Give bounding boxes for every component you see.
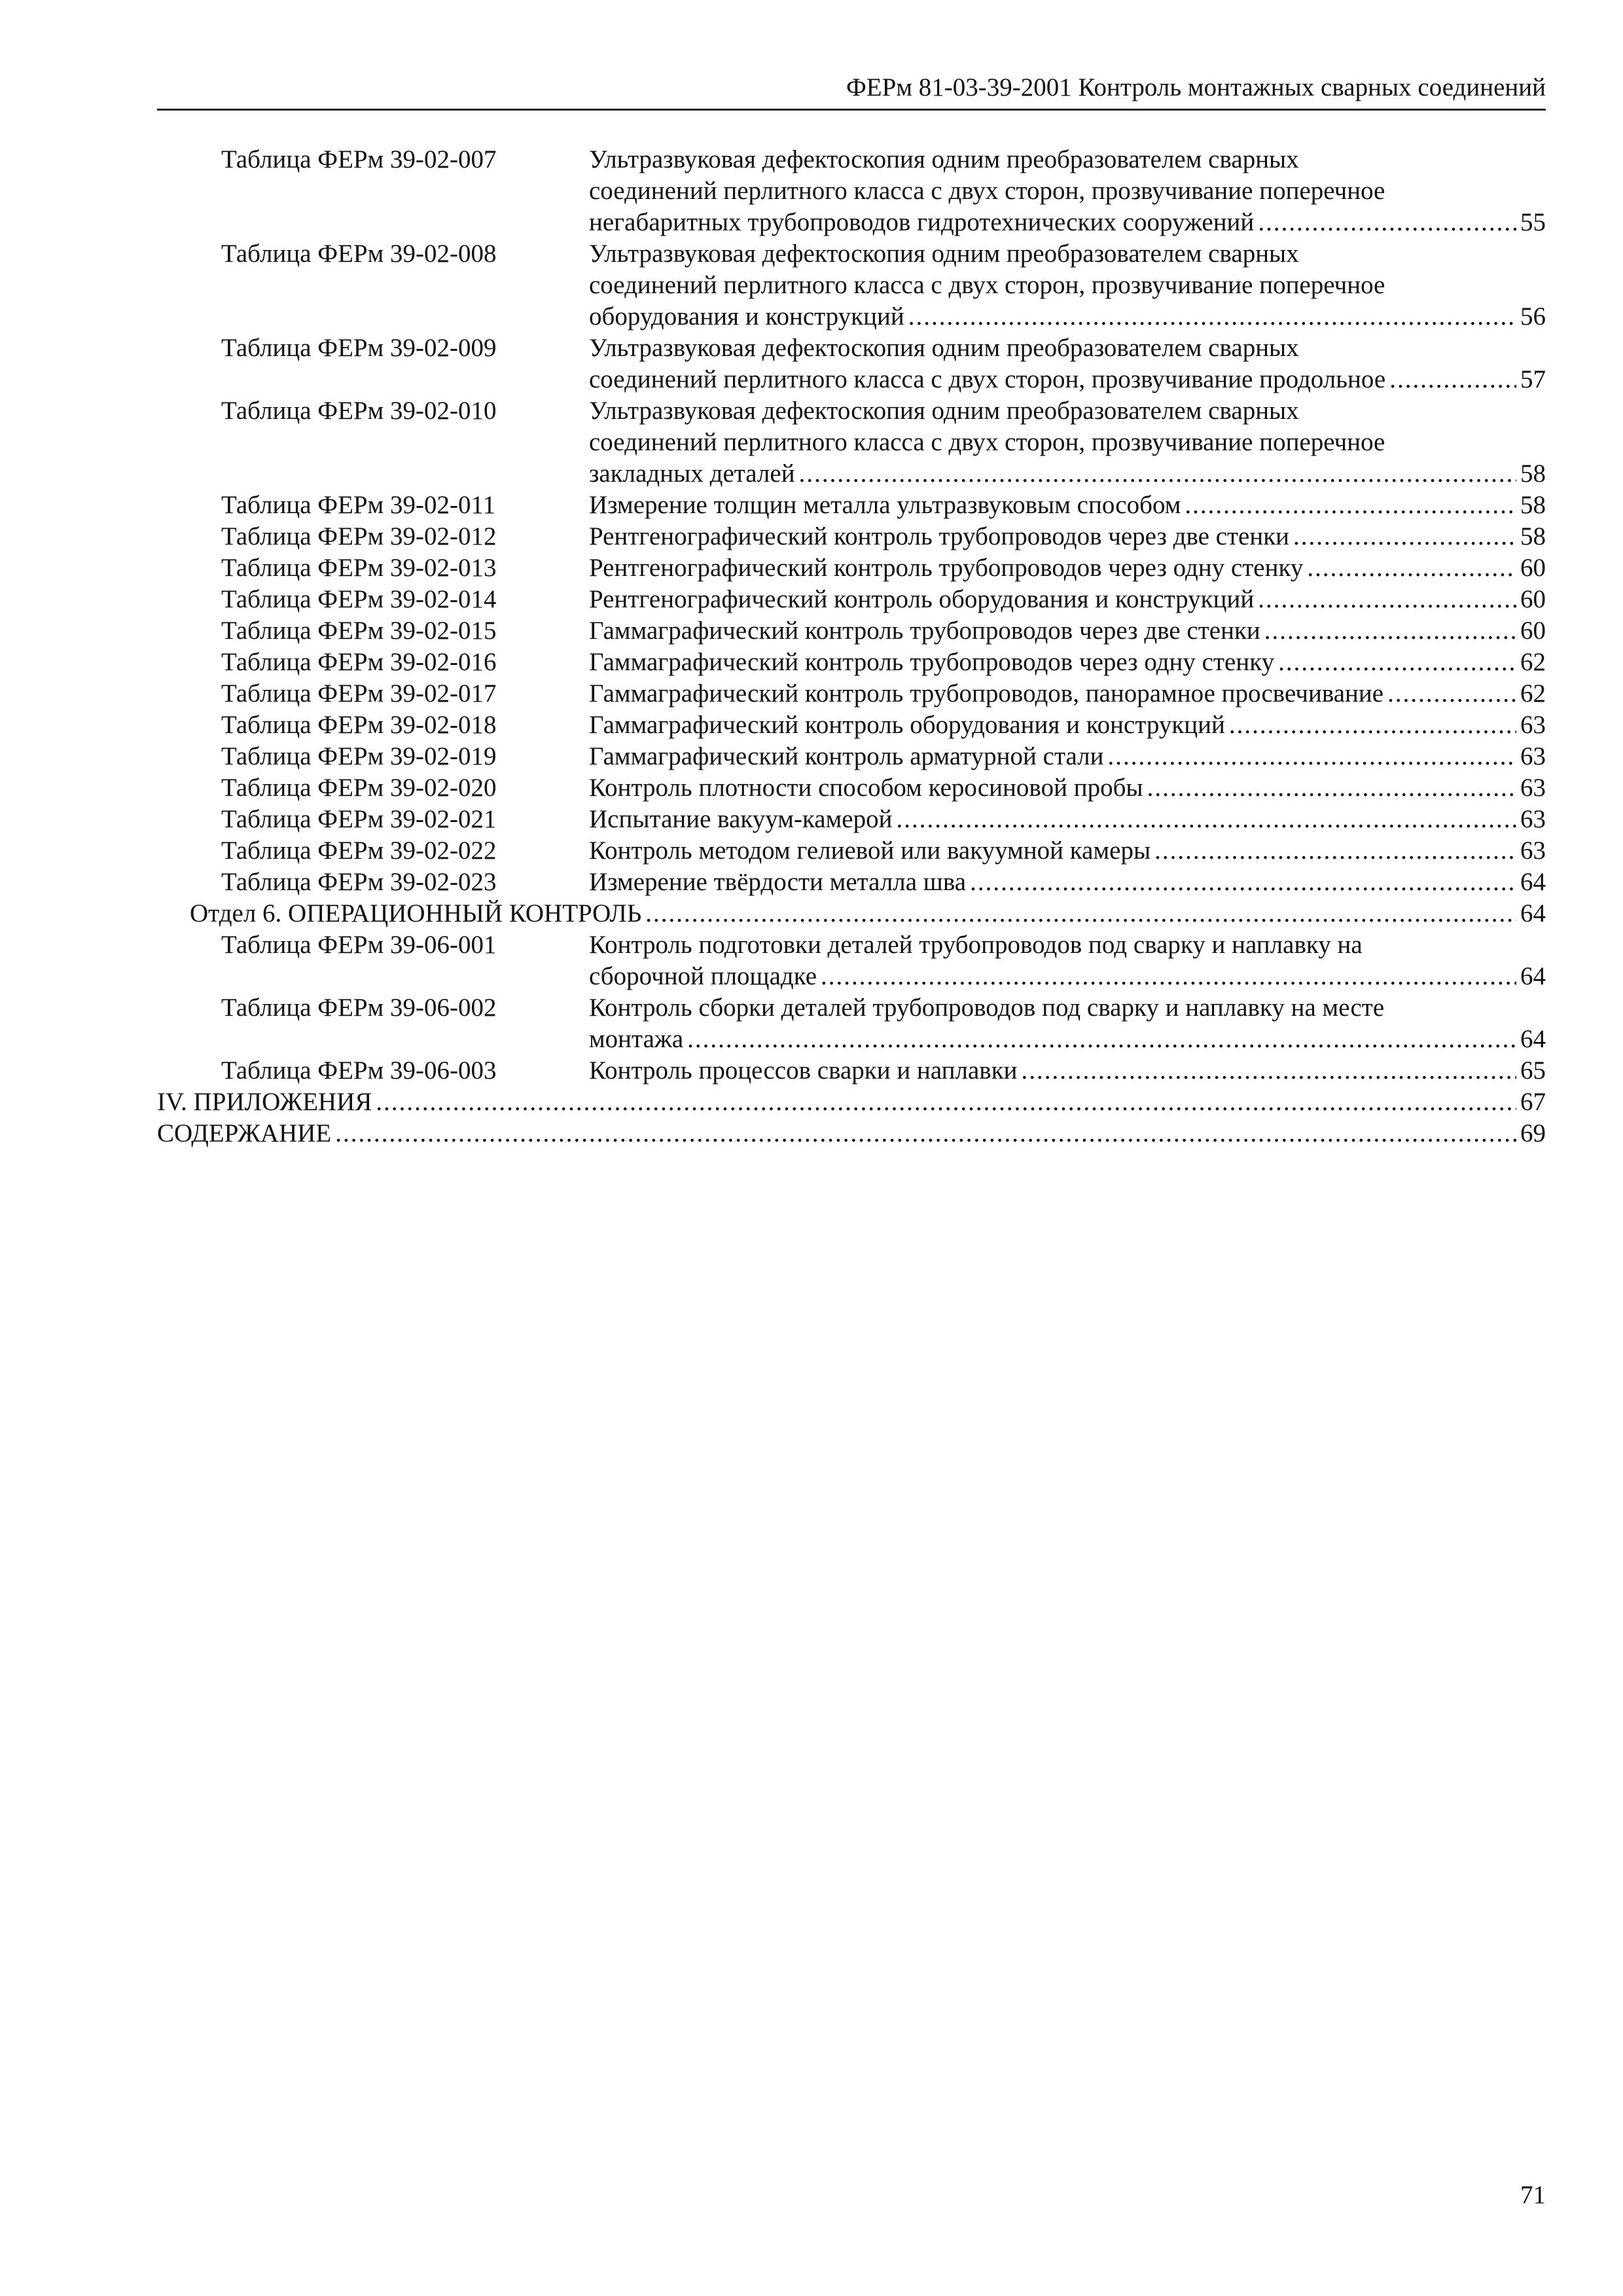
toc-entry-title: Рентгенографический контроль трубопроводов через две стенки xyxy=(589,522,1290,550)
toc-entry-description xyxy=(589,521,1546,552)
toc-entry-line[interactable] xyxy=(589,1055,1546,1086)
toc-appendices-line[interactable] xyxy=(157,1086,1546,1118)
toc-entry-page: 63 xyxy=(1520,711,1546,739)
toc-entry-page: 63 xyxy=(1520,742,1546,770)
toc-entry-title: Рентгенографический контроль трубопроводов через одну стенку xyxy=(589,554,1304,582)
toc-entry-code: Таблица ФЕРм 39-02-019 xyxy=(221,742,497,770)
toc-entry-title: Гаммаграфический контроль арматурной стали xyxy=(589,742,1104,770)
toc-entry-code: Таблица ФЕРм 39-02-014 xyxy=(221,585,497,613)
toc-entry-code: Таблица ФЕРм 39-06-003 xyxy=(221,1056,497,1085)
toc-entry-text-line: Контроль подготовки деталей трубопроводов под сварку и наплавку на xyxy=(589,931,1363,959)
toc-entry-code: Таблица ФЕРм 39-02-013 xyxy=(221,554,497,582)
toc-entry-code: Таблица ФЕРм 39-02-015 xyxy=(221,617,497,645)
toc-entry-description xyxy=(589,552,1546,584)
toc-entry-line[interactable] xyxy=(589,741,1546,772)
toc-entry-title: Гаммаграфический контроль трубопроводов, панорамное просвечивание xyxy=(589,679,1384,708)
dot-leader xyxy=(1307,552,1516,584)
toc-entry-description xyxy=(589,867,1546,898)
toc-entry-title: Испытание вакуум-камерой xyxy=(589,805,893,833)
dot-leader xyxy=(970,867,1516,898)
toc-entry-text-line: соединений перлитного класса с двух сторон, прозвучивание поперечное xyxy=(589,428,1385,456)
toc-entry-description xyxy=(589,929,1546,992)
toc-entry-line[interactable] xyxy=(589,207,1546,238)
toc-entry-line[interactable] xyxy=(589,615,1546,647)
toc-entry-description xyxy=(589,490,1546,521)
dot-leader xyxy=(1258,584,1516,615)
dot-leader xyxy=(1264,615,1516,647)
dot-leader xyxy=(896,804,1516,835)
dot-leader xyxy=(1387,678,1516,709)
toc-contents xyxy=(157,1118,1546,1149)
toc-appendices-title: IV. ПРИЛОЖЕНИЯ xyxy=(157,1088,372,1116)
toc-entry-page: 58 xyxy=(1520,459,1546,488)
toc-entry-description xyxy=(589,835,1546,867)
toc-entry-code: Таблица ФЕРм 39-02-010 xyxy=(221,397,497,425)
toc-entry-text-line: Контроль сборки деталей трубопроводов под сварку и наплавку на месте xyxy=(589,994,1385,1022)
toc-contents-title: СОДЕРЖАНИЕ xyxy=(157,1119,332,1147)
toc-entry-page: 64 xyxy=(1520,962,1546,990)
dot-leader xyxy=(1108,741,1517,772)
toc-entry-page: 58 xyxy=(1520,522,1546,550)
toc-entry-page: 64 xyxy=(1520,868,1546,896)
toc-entry-code: Таблица ФЕРм 39-02-021 xyxy=(221,805,497,833)
toc-entry-line[interactable] xyxy=(589,584,1546,615)
toc-entry-description xyxy=(589,647,1546,678)
toc-appendices xyxy=(157,1086,1546,1118)
toc-entry-code: Таблица ФЕРм 39-02-022 xyxy=(221,836,497,865)
toc-entry-line[interactable] xyxy=(589,364,1546,395)
toc-entry-description xyxy=(589,144,1546,238)
toc-entry-page: 62 xyxy=(1520,648,1546,676)
toc-entry-title: Контроль плотности способом керосиновой пробы xyxy=(589,774,1143,802)
toc-entry-text-line: соединений перлитного класса с двух сторон, прозвучивание поперечное xyxy=(589,271,1385,299)
toc-entry-line[interactable] xyxy=(589,521,1546,552)
toc-entry-page: 58 xyxy=(1520,491,1546,519)
toc-entry-code: Таблица ФЕРм 39-02-011 xyxy=(221,491,496,519)
toc-entry-page: 63 xyxy=(1520,774,1546,802)
toc-appendices-page: 67 xyxy=(1520,1088,1546,1116)
toc-entry-title: негабаритных трубопроводов гидротехнических сооружений xyxy=(589,208,1255,236)
toc-entry-description xyxy=(589,615,1546,647)
dot-leader xyxy=(799,458,1516,490)
toc-entry-line[interactable] xyxy=(589,647,1546,678)
toc-entry-title: Гаммаграфический контроль трубопроводов через две стенки xyxy=(589,617,1260,645)
toc-entry-line[interactable] xyxy=(589,772,1546,804)
toc-contents-page: 69 xyxy=(1520,1119,1546,1147)
toc-entry-line[interactable] xyxy=(589,1024,1546,1055)
dot-leader xyxy=(335,1118,1516,1149)
dot-leader xyxy=(1258,207,1516,238)
toc-entry-description xyxy=(589,332,1546,395)
toc-entry-code: Таблица ФЕРм 39-02-023 xyxy=(221,868,497,896)
toc-entry-title: соединений перлитного класса с двух сторон, прозвучивание продольное xyxy=(589,365,1386,393)
toc-entry-line[interactable] xyxy=(589,804,1546,835)
dot-leader xyxy=(1022,1055,1516,1086)
dot-leader xyxy=(1147,772,1516,804)
toc-entry-page: 63 xyxy=(1520,805,1546,833)
toc-entry-code: Таблица ФЕРм 39-02-016 xyxy=(221,648,497,676)
toc-entry-code: Таблица ФЕРм 39-06-001 xyxy=(221,931,497,959)
dot-leader xyxy=(1293,521,1516,552)
toc-entry-page: 60 xyxy=(1520,617,1546,645)
toc-entry-line[interactable] xyxy=(589,835,1546,867)
toc-entry-title: монтажа xyxy=(589,1025,684,1053)
dot-leader xyxy=(1185,490,1516,521)
toc-entry-code: Таблица ФЕРм 39-02-008 xyxy=(221,240,497,268)
toc-entry-title: Измерение толщин металла ультразвуковым способом xyxy=(589,491,1181,519)
toc-entry-line[interactable] xyxy=(589,867,1546,898)
toc-entry-line[interactable] xyxy=(589,678,1546,709)
toc-entry-page: 64 xyxy=(1520,1025,1546,1053)
toc-entry-code: Таблица ФЕРм 39-02-007 xyxy=(221,145,497,173)
toc-entry-line[interactable] xyxy=(589,961,1546,992)
toc-section-6 xyxy=(190,898,1546,929)
toc-entry-description xyxy=(589,709,1546,741)
toc-entry-title: Гаммаграфический контроль трубопроводов через одну стенку xyxy=(589,648,1275,676)
toc-entry-description xyxy=(589,395,1546,490)
toc-entry-description xyxy=(589,804,1546,835)
dot-leader xyxy=(1278,647,1516,678)
toc-entry-description xyxy=(589,772,1546,804)
toc-entry-code: Таблица ФЕРм 39-02-018 xyxy=(221,711,497,739)
toc-entry-line[interactable] xyxy=(589,552,1546,584)
toc-entry-text-line: Ультразвуковая дефектоскопия одним преобразователем сварных xyxy=(589,145,1299,173)
toc-entry-title: Контроль процессов сварки и наплавки xyxy=(589,1056,1018,1085)
dot-leader xyxy=(687,1024,1516,1055)
toc-entry-text-line: Ультразвуковая дефектоскопия одним преобразователем сварных xyxy=(589,240,1299,268)
toc-entry-code: Таблица ФЕРм 39-02-012 xyxy=(221,522,497,550)
toc-section-6-title: Отдел 6. ОПЕРАЦИОННЫЙ КОНТРОЛЬ xyxy=(190,899,642,927)
dot-leader xyxy=(376,1086,1516,1118)
toc-entry-line[interactable] xyxy=(589,458,1546,490)
toc-entry-code: Таблица ФЕРм 39-06-002 xyxy=(221,994,497,1022)
toc-entry-page: 56 xyxy=(1520,302,1546,331)
dot-leader xyxy=(645,898,1516,929)
toc-section-6-line[interactable] xyxy=(190,898,1546,929)
toc-entry-page: 63 xyxy=(1520,836,1546,865)
toc-entry-line[interactable] xyxy=(589,709,1546,741)
toc-entry-description xyxy=(589,584,1546,615)
toc-entry-description xyxy=(589,741,1546,772)
toc-entry-title: Измерение твёрдости металла шва xyxy=(589,868,967,896)
dot-leader xyxy=(1389,364,1516,395)
running-header-title: ФЕРм 81-03-39-2001 Контроль монтажных сварных соединений xyxy=(846,73,1546,101)
toc-entry-title: закладных деталей xyxy=(589,459,795,488)
page-number: 71 xyxy=(1520,2181,1546,2209)
toc-entry-code: Таблица ФЕРм 39-02-020 xyxy=(221,774,497,802)
toc-entry-description xyxy=(589,238,1546,332)
toc-entry-page: 57 xyxy=(1520,365,1546,393)
dot-leader xyxy=(821,961,1516,992)
toc-entry-page: 60 xyxy=(1520,585,1546,613)
toc-entry-description xyxy=(589,1055,1546,1086)
toc-entry-title: Рентгенографический контроль оборудования и конструкций xyxy=(589,585,1255,613)
dot-leader xyxy=(1154,835,1516,867)
toc-entry-line[interactable] xyxy=(589,301,1546,332)
toc-entry-description xyxy=(589,678,1546,709)
dot-leader xyxy=(908,301,1516,332)
toc-contents-line[interactable] xyxy=(157,1118,1546,1149)
toc-entry-title: Контроль методом гелиевой или вакуумной камеры xyxy=(589,836,1151,865)
toc-entry-code: Таблица ФЕРм 39-02-009 xyxy=(221,334,497,362)
toc-entry-text-line: Ультразвуковая дефектоскопия одним преобразователем сварных xyxy=(589,397,1299,425)
toc-entry-description xyxy=(589,992,1546,1055)
toc-section-6-page: 64 xyxy=(1520,899,1546,927)
toc-entry-page: 62 xyxy=(1520,679,1546,708)
toc-entry-page: 55 xyxy=(1520,208,1546,236)
toc-entry-text-line: соединений перлитного класса с двух сторон, прозвучивание поперечное xyxy=(589,177,1385,205)
toc-entry-title: Гаммаграфический контроль оборудования и конструкций xyxy=(589,711,1225,739)
toc-entry-page: 65 xyxy=(1520,1056,1546,1085)
dot-leader xyxy=(1229,709,1516,741)
toc-entry-title: оборудования и конструкций xyxy=(589,302,904,331)
toc-entry-code: Таблица ФЕРм 39-02-017 xyxy=(221,679,497,708)
toc-entry-title: сборочной площадке xyxy=(589,962,817,990)
toc-entry-line[interactable] xyxy=(589,490,1546,521)
toc-entry-page: 60 xyxy=(1520,554,1546,582)
toc-entry-text-line: Ультразвуковая дефектоскопия одним преобразователем сварных xyxy=(589,334,1299,362)
